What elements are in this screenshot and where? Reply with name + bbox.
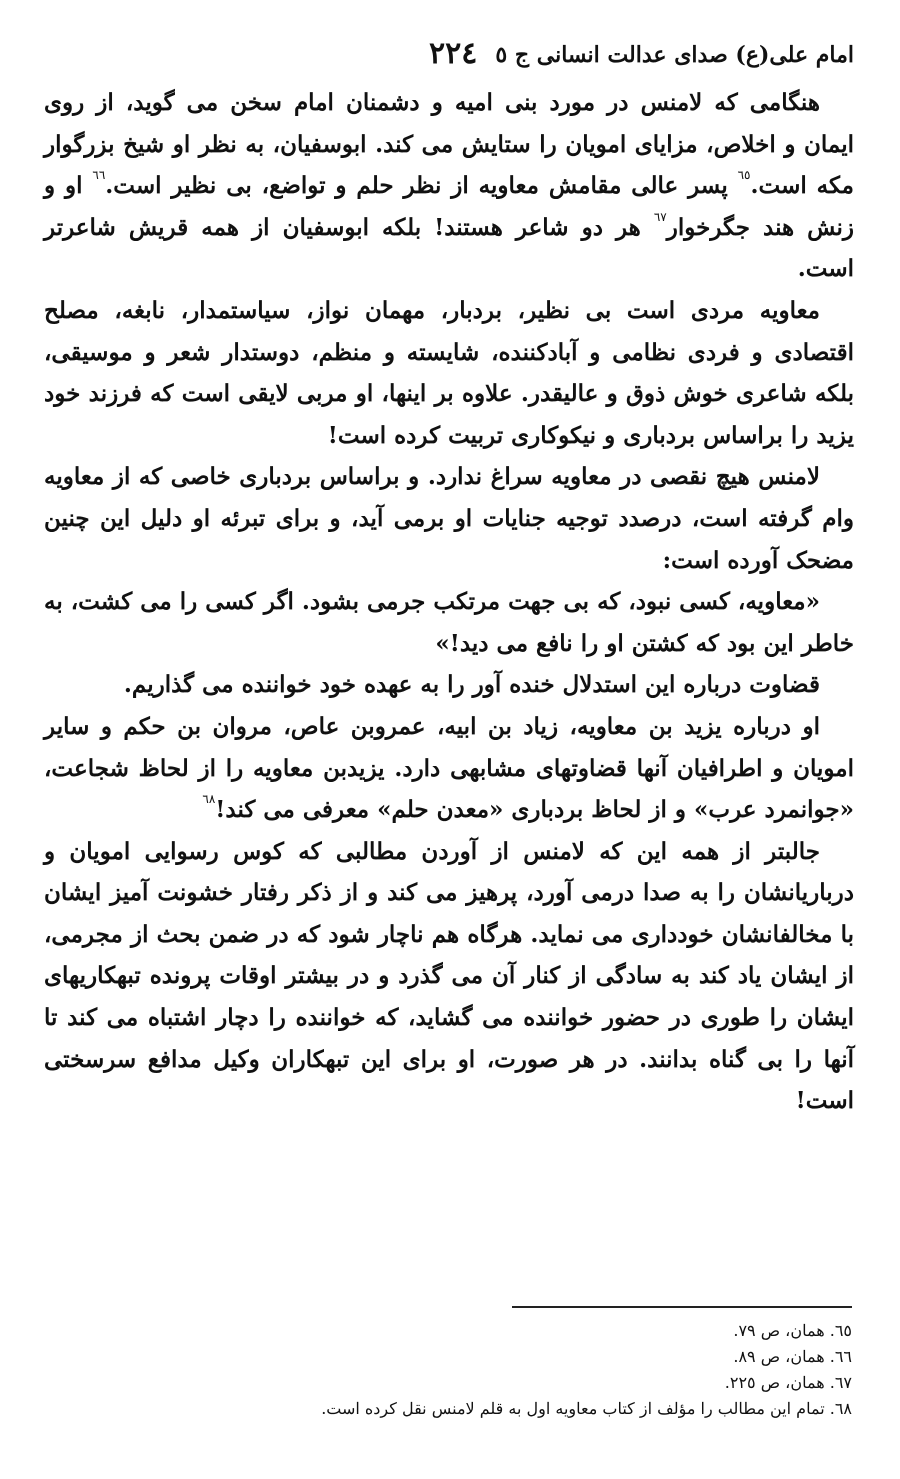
paragraph (44, 664, 854, 706)
main-text (44, 82, 854, 1122)
page-number: ٢٢٤ (429, 36, 478, 71)
paragraph (44, 456, 854, 581)
footnote-marker: ٦٥ (737, 168, 751, 183)
footnote-separator (512, 1306, 852, 1308)
paragraph-text: قضاوت درباره این استدلال خنده آور را به عهده خود خواننده می گذاریم. (123, 671, 820, 699)
footnote-marker: ٦٧ (653, 209, 667, 224)
paragraph-text: پسر عالی مقامش معاویه از نظر حلم و تواضع، بی نظیر است. (105, 172, 738, 200)
footnote: ٦٦. همان، ص ٨٩. (733, 1347, 852, 1366)
footnote: ٦٥. همان، ص ٧٩. (733, 1321, 852, 1340)
paragraph-text: او و زنش هند جگرخوار (44, 172, 855, 241)
paragraph-text: معاویه مردی است بی نظیر، بردبار، مهمان نواز، سیاستمدار، نابغه، مصلح اقتصادی و فردی نظامی و آبادکننده، شایسته و منظم، دوستدار شعر و موسیقی، بلکه شاعری خوش ذوق و عالیقدر. علاوه بر اینها، او مربی لایقی است که فرزند خود یزید را براساس بردباری و نیکوکاری تربیت کرده است! (44, 296, 854, 449)
paragraph-text: هنگامی که لامنس در مورد بنی امیه و دشمنان امام سخن می گوید، از روی ایمان و اخلاص، مزایای امویان را ستایش می کند. ابوسفیان، به نظر او شیخ بزرگوار مکه است. (44, 89, 854, 200)
paragraph-text: «معاویه، کسی نبود، که بی جهت مرتکب جرمی بشود. اگر کسی را می کشت، به خاطر این بود که کشتن او را نافع می دید!» (44, 588, 854, 657)
footnote-marker: ٦٨ (202, 792, 216, 807)
footnotes (292, 1318, 852, 1422)
paragraph (44, 290, 854, 456)
paragraph-text: او درباره یزید بن معاویه، زیاد بن ابیه، عمروبن عاص، مروان بن حکم و سایر امویان و اطرافیان آنها قضاوتهای مشابهی دارد. یزیدبن معاویه را از لحاظ شجاعت، «جوانمرد عرب» و از لحاظ بردباری «معدن حلم» معرفی می کند! (44, 712, 854, 824)
paragraph-text: لامنس هیچ نقصی در معاویه سراغ ندارد. و براساس بردباری خاصی که از معاویه وام گرفته است، درصدد توجیه جنایات او برمی آید، و برای تبرئه او دلیل این چنین مضحک آورده است: (44, 463, 854, 574)
footnote-marker: ٦٦ (92, 168, 106, 183)
running-title: امام علی(ع) صدای عدالت انسانی ج ٥ (495, 42, 854, 68)
page-header (44, 36, 854, 76)
paragraph (44, 706, 854, 831)
paragraph-text: جالبتر از همه این که لامنس از آوردن مطالبی که کوس رسوایی امویان و درباریانشان را به صدا درمی آورد، پرهیز می کند و از ذکر رفتار خشونت آمیز ایشان با مخالفانشان خودداری می نماید. هرگاه هم ناچار شود که در ضمن بحث از مجرمی، از ایشان یاد کند به سادگی از کنار آن می گذرد و در بیشتر اوقات پرونده تبهکاریهای ایشان را طوری در حضور خواننده می گشاید، که خواننده را دچار اشتباه می کند تا آنها را بی گناه بدانند. در هر صورت، او برای این تبهکاران وکیل مدافع سرسختی است! (44, 837, 854, 1115)
footnote: ٦٨. تمام این مطالب را مؤلف از کتاب معاویه اول به قلم لامنس نقل کرده است. (321, 1399, 852, 1418)
footnote: ٦٧. همان، ص ٢٢٥. (724, 1373, 852, 1392)
paragraph-text: هر دو شاعر هستند! بلکه ابوسفیان از همه قریش شاعرتر است. (44, 213, 854, 283)
paragraph (44, 82, 854, 290)
paragraph (44, 581, 854, 664)
paragraph (44, 831, 854, 1122)
